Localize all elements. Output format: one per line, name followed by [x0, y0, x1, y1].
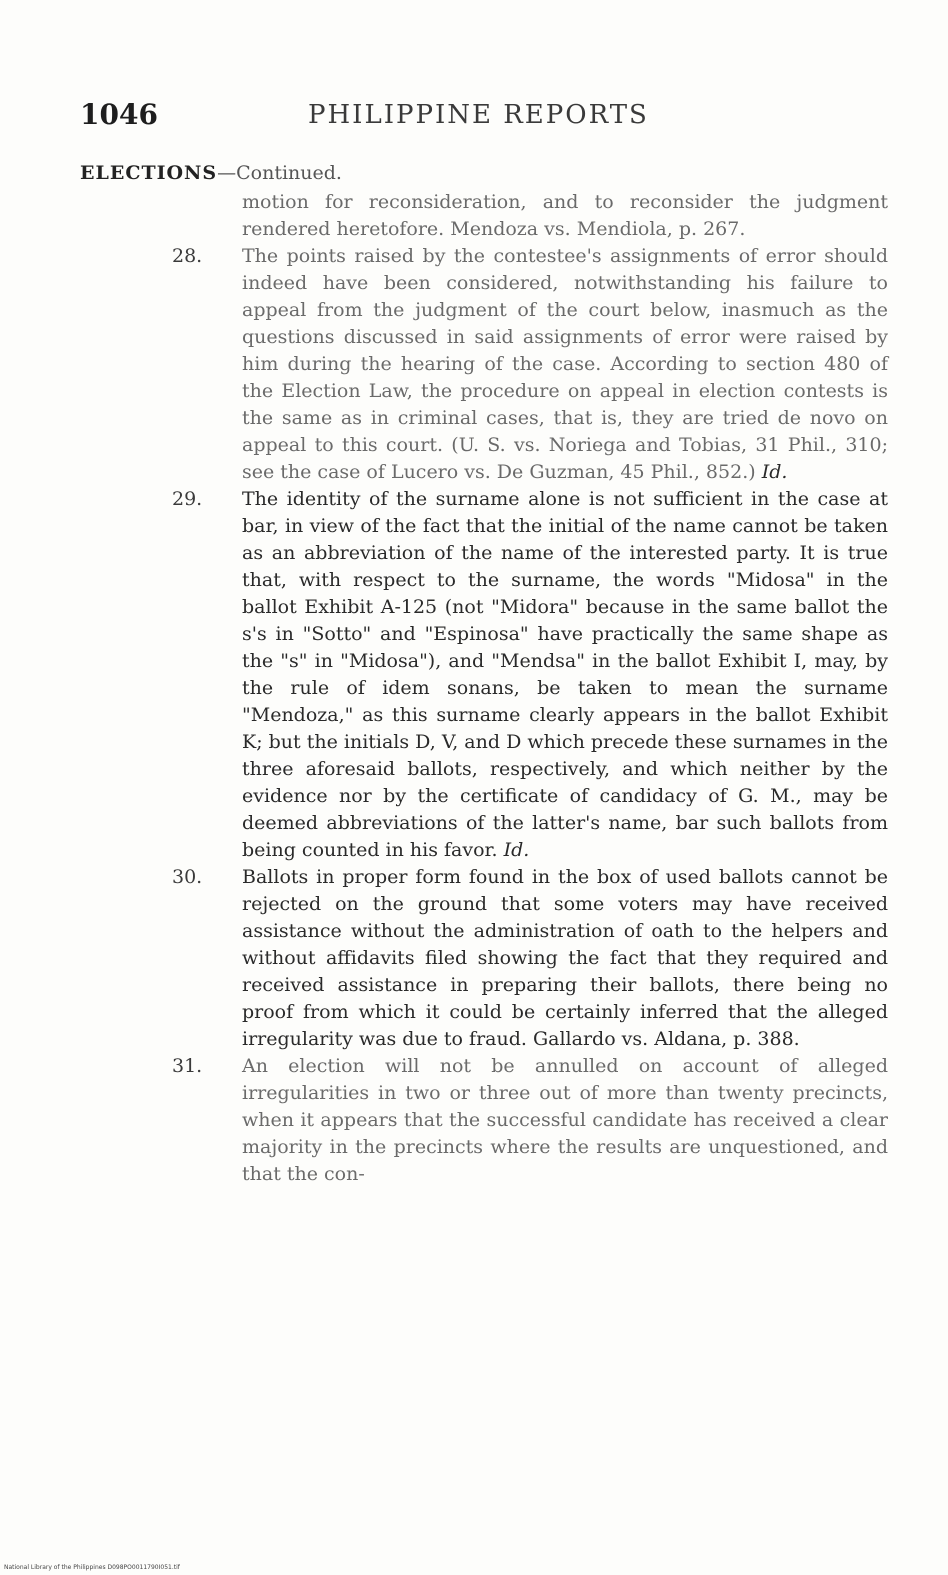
- scan-credit: National Library of the Philippines D098PO0011790I051.tif: [4, 1564, 180, 1571]
- page-header: [80, 98, 880, 138]
- entry-28: [80, 243, 888, 486]
- entry-30: [80, 864, 888, 1053]
- entry-text: An election will not be annulled on account of alleged irregularities in two or three out of more than twenty precincts, when it appears that the successful candidate has received a clear majority in the precincts where the results are unquestioned, and that the con-: [242, 1055, 888, 1185]
- entry-number: 29.: [172, 488, 203, 510]
- elections-section: [80, 160, 890, 1188]
- page-number: 1046: [80, 98, 158, 131]
- section-heading-title: ELECTIONS: [80, 162, 218, 184]
- section-heading: [80, 160, 890, 187]
- entry-number: 31.: [172, 1055, 203, 1077]
- entry-text: Ballots in proper form found in the box of used ballots cannot be rejected on the ground that some voters may have received assistance without the administration of oath to the helpers and without affidavits filed showing the fact that they required and received assistance in preparing their ballots, there being no proof from which it could be certainly inferred that the alleged irregularity was due to fraud. Gallardo vs. Aldana, p. 388.: [242, 866, 888, 1050]
- entry-citation: Id.: [503, 839, 530, 861]
- section-heading-suffix: —Continued.: [217, 162, 342, 184]
- continuation-paragraph: motion for reconsideration, and to reconsider the judgment rendered heretofore. Mendoza vs. Mendiola, p. 267.: [242, 191, 888, 240]
- entry-31: [80, 1053, 888, 1188]
- entry-number: 28.: [172, 245, 203, 267]
- entry-29: [80, 486, 888, 864]
- entry-citation: Id.: [761, 461, 788, 483]
- entry-text: The points raised by the contestee's assignments of error should indeed have been considered, notwithstanding his failure to appeal from the judgment of the court below, inasmuch as the questions discussed in said assignments of error were raised by him during the hearing of the case. According to section 480 of the Election Law, the procedure on appeal in election contests is the same as in criminal cases, that is, they are tried de novo on appeal to this court. (U. S. vs. Noriega and Tobias, 31 Phil., 310; see the case of Lucero vs. De Guzman, 45 Phil., 852.): [242, 245, 888, 483]
- running-title: PHILIPPINE REPORTS: [308, 100, 649, 130]
- entry-number: 30.: [172, 866, 203, 888]
- entry-text: The identity of the surname alone is not sufficient in the case at bar, in view of the fact that the initial of the name cannot be taken as an abbreviation of the name of the interested party. It is true that, with respect to the surname, the words "Midosa" in the ballot Exhibit A-125 (not "Midora" because in the same ballot the s's in "Sotto" and "Espinosa" have practically the same shape as the "s" in "Midosa"), and "Mendsa" in the ballot Exhibit I, may, by the rule of idem sonans, be taken to mean the surname "Mendoza," as this surname clearly appears in the ballot Exhibit K; but the initials D, V, and D which precede these surnames in the three aforesaid ballots, respectively, and which neither by the evidence nor by the certificate of candidacy of G. M., may be deemed abbreviations of the latter's name, bar such ballots from being counted in his favor.: [242, 488, 888, 861]
